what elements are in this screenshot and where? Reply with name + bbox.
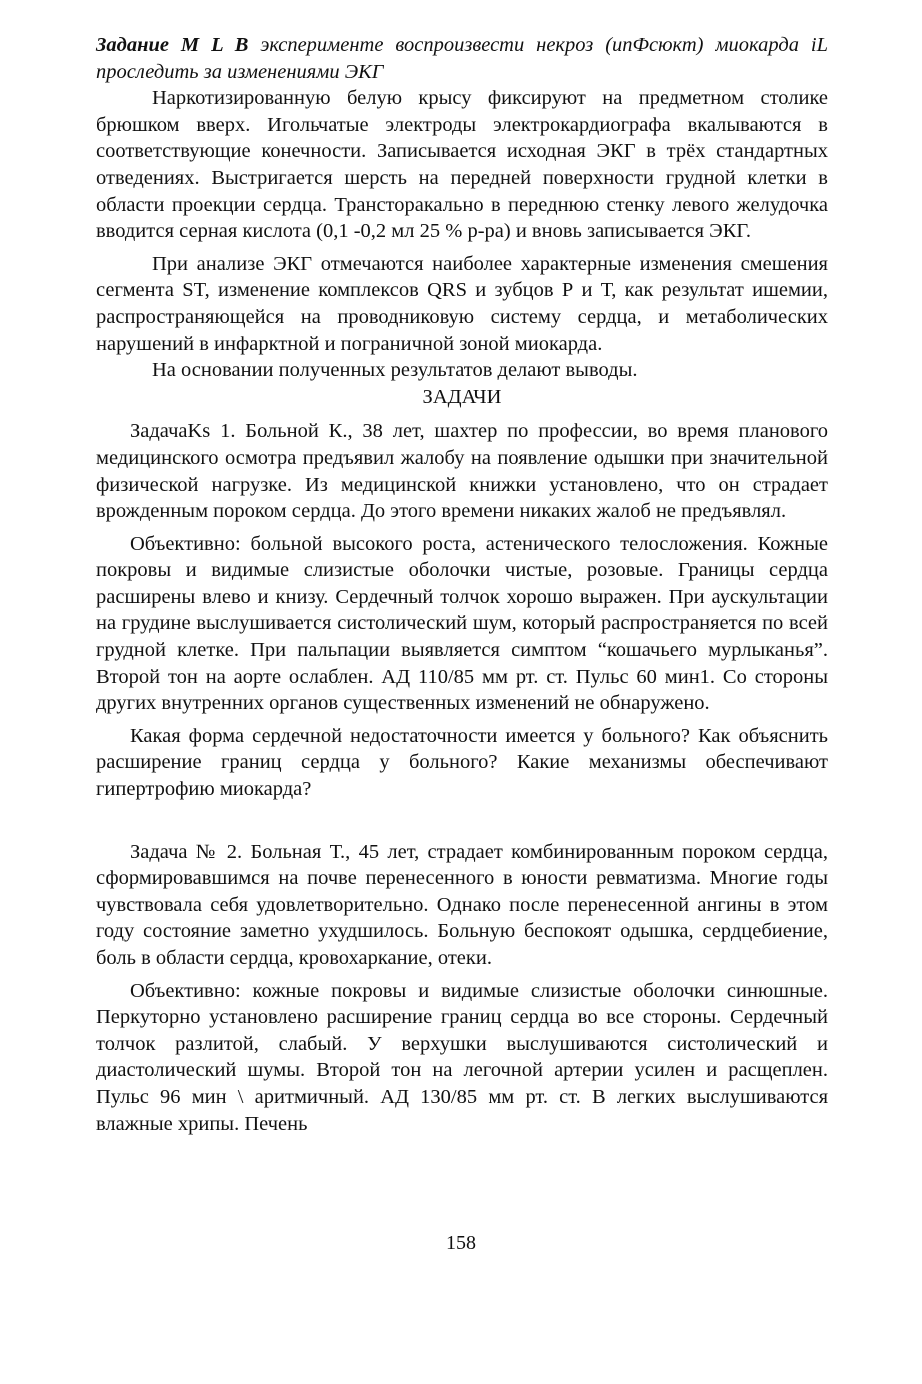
page-body xyxy=(96,32,828,1137)
task1-paragraph-1: ЗадачаKs 1. Больной К., 38 лет, шахтер по профессии, во время планового медицинского осмотра предъявил жалобу на появление одышки при значительной физической нагрузке. Из медицинской книжки установлено, что он страдает врожденным пороком сердца. До этого времени никаких жалоб не предъявлял. xyxy=(96,420,828,523)
task1-paragraph-3: Какая форма сердечной недостаточности имеется у больного? Как объяснить расширение границ сердца у больного? Какие механизмы обеспечивают гипертрофию миокарда? xyxy=(96,724,828,801)
experiment-task-title xyxy=(96,32,828,85)
experiment-paragraph-2: При анализе ЭКГ отмечаются наиболее характерные изменения смешения сегмента ST, изменение комплексов QRS и зубцов Р и Т, как результат ишемии, распространяющейся на проводниковую систему сердца, и метаболических нарушений в инфарктной и пограничной зоной миокарда. xyxy=(96,252,828,355)
task1-paragraph-2: Объективно: больной высокого роста, астенического телосложения. Кожные покровы и видимые слизистые оболочки чистые, розовые. Границы сердца расширены влево и книзу. Сердечный толчок хорошо выражен. При аускультации на грудине выслушивается систолический шум, который распространяется по всей грудной клетке. При пальпации выявляется симптом “кошачьего мурлыканья”. Второй тон на аорте ослаблен. АД 110/85 мм рт. ст. Пульс 60 мин1. Со стороны других внутренних органов существенных изменений не обнаружено. xyxy=(96,532,828,715)
experiment-paragraph-1: Наркотизированную белую крысу фиксируют на предметном столике брюшком вверх. Игольчатые электроды электрокардиографа вкалываются в соответствующие конечности. Записывается исходная ЭКГ в трёх стандартных отведениях. Выстригается шерсть на передней поверхности грудной клетки в области проекции сердца. Трансторакально в переднюю стенку левого желудочка вводится серная кислота (0,1 -0,2 мл 25 % р-ра) и вновь записывается ЭКГ. xyxy=(96,87,828,243)
tasks-heading: ЗАДАЧИ xyxy=(422,385,502,408)
page-number: 158 xyxy=(446,1232,476,1254)
task-description: эксперименте воспроизвести некроз (ипФсюкт) миокарда iL проследить за изменениями ЭКГ xyxy=(96,34,828,83)
task2-paragraph-1: Задача № 2. Больная Т., 45 лет, страдает комбинированным пороком сердца, сформировавшимся на почве перенесенного в юности ревматизма. Многие годы чувствовала себя удовлетворительно. Однако после перенесенной ангины в этом году состояние заметно ухудшилось. Больную беспокоят одышка, сердцебиение, боль в области сердца, кровохаркание, отеки. xyxy=(96,840,828,969)
experiment-paragraph-3: На основании полученных результатов делают выводы. xyxy=(152,359,638,382)
task2-paragraph-2: Объективно: кожные покровы и видимые слизистые оболочки синюшные. Перкуторно установлено расширение границ сердца во все стороны. Сердечный толчок разлитой, слабый. У верхушки выслушиваются систолический и диастолический шумы. Второй тон на легочной артерии усилен и расщеплен. Пульс 96 мин \ аритмичный. АД 130/85 мм рт. ст. В легких выслушиваются влажные хрипы. Печень xyxy=(96,979,828,1135)
task-label: Задание M L B xyxy=(96,34,249,56)
